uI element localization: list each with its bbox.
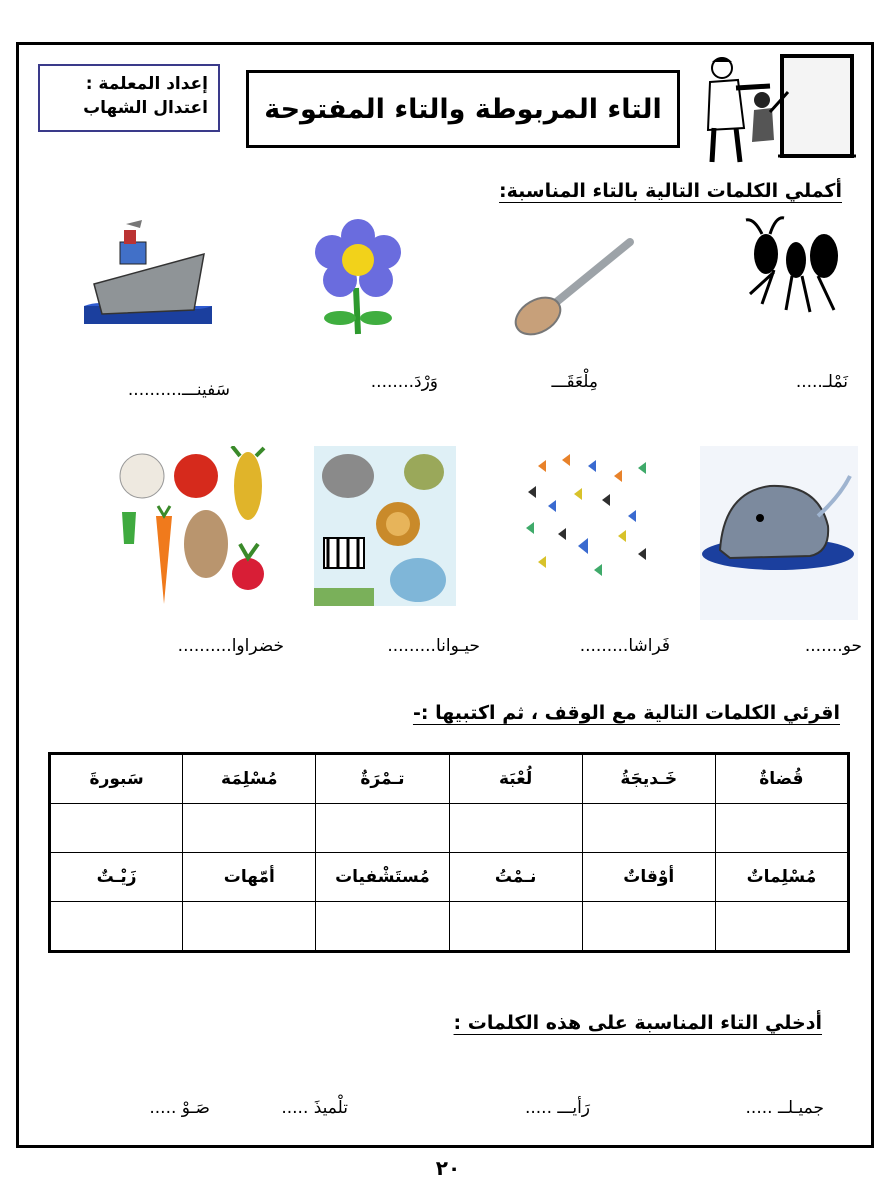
table-cell: مُسْلِماتٌ — [715, 853, 848, 902]
table-row — [50, 853, 849, 902]
answer-cell[interactable] — [316, 804, 449, 853]
page-title-text: التاء المربوطة والتاء المفتوحة — [264, 93, 662, 125]
teacher-board-icon — [700, 48, 860, 166]
table-cell: زَيْـتٌ — [50, 853, 183, 902]
table-row-blank — [50, 804, 849, 853]
table-cell: لُعْبَة — [449, 754, 582, 804]
word-ship: سَفينـــ.......... — [127, 380, 230, 400]
page-number: ٢٠ — [435, 1156, 461, 1180]
table-cell: تـمْرَةٌ — [316, 754, 449, 804]
answer-cell[interactable] — [449, 902, 582, 952]
fill-word-4: صَـوْ ..... — [149, 1098, 210, 1118]
animals-icon — [314, 446, 456, 606]
word-whale: حو....... — [804, 636, 862, 656]
answer-cell[interactable] — [582, 902, 715, 952]
author-box — [38, 64, 220, 132]
author-label: إعداد المعلمة : — [85, 74, 208, 94]
flower-icon — [310, 218, 406, 338]
answer-cell[interactable] — [449, 804, 582, 853]
ant-icon — [744, 214, 844, 318]
table-cell: خَـديجَةُ — [582, 754, 715, 804]
author-name: اعتدال الشهاب — [83, 98, 208, 118]
word-vegetables: خضراوا.......... — [177, 636, 284, 656]
answer-cell[interactable] — [715, 804, 848, 853]
table-row-blank — [50, 902, 849, 952]
fill-word-3: تلْميذَ ..... — [281, 1098, 348, 1118]
word-animals: حيـوانا......... — [387, 636, 480, 656]
word-ant: نَمْلـ..... — [795, 372, 848, 392]
fill-word-2: رَأيـــ ..... — [524, 1098, 590, 1118]
table-cell: أوْقاتٌ — [582, 853, 715, 902]
table-row — [50, 754, 849, 804]
answer-cell[interactable] — [50, 804, 183, 853]
word-spoon: مِلْعَقَـــ — [551, 372, 598, 392]
answer-cell[interactable] — [183, 902, 316, 952]
vegetables-icon — [108, 446, 272, 606]
page-title — [246, 70, 680, 148]
table-cell: نـمْتُ — [449, 853, 582, 902]
table-cell: مُستَشْفيات — [316, 853, 449, 902]
table-cell: مُسْلِمَة — [183, 754, 316, 804]
table-cell: قُضاةٌ — [715, 754, 848, 804]
section2-heading: اقرئي الكلمات التالية مع الوقف ، ثم اكتبيها :- — [412, 702, 840, 724]
word-rose: وَرْدَ........ — [370, 372, 438, 392]
fill-word-1: جميـلــ ..... — [745, 1098, 824, 1118]
section1-heading: أكملي الكلمات التالية بالتاء المناسبة: — [499, 180, 842, 202]
whale-icon — [700, 446, 858, 620]
butterflies-icon — [518, 446, 658, 588]
answer-cell[interactable] — [582, 804, 715, 853]
ship-icon — [84, 214, 212, 324]
words-table — [48, 752, 850, 953]
word-butterflies: فَراشا......... — [579, 636, 670, 656]
answer-cell[interactable] — [316, 902, 449, 952]
answer-cell[interactable] — [50, 902, 183, 952]
section3-heading: أدخلي التاء المناسبة على هذه الكلمات : — [453, 1012, 822, 1034]
answer-cell[interactable] — [183, 804, 316, 853]
spoon-icon — [514, 236, 638, 336]
answer-cell[interactable] — [715, 902, 848, 952]
table-cell: سَبورةَ — [50, 754, 183, 804]
table-cell: أمّهات — [183, 853, 316, 902]
